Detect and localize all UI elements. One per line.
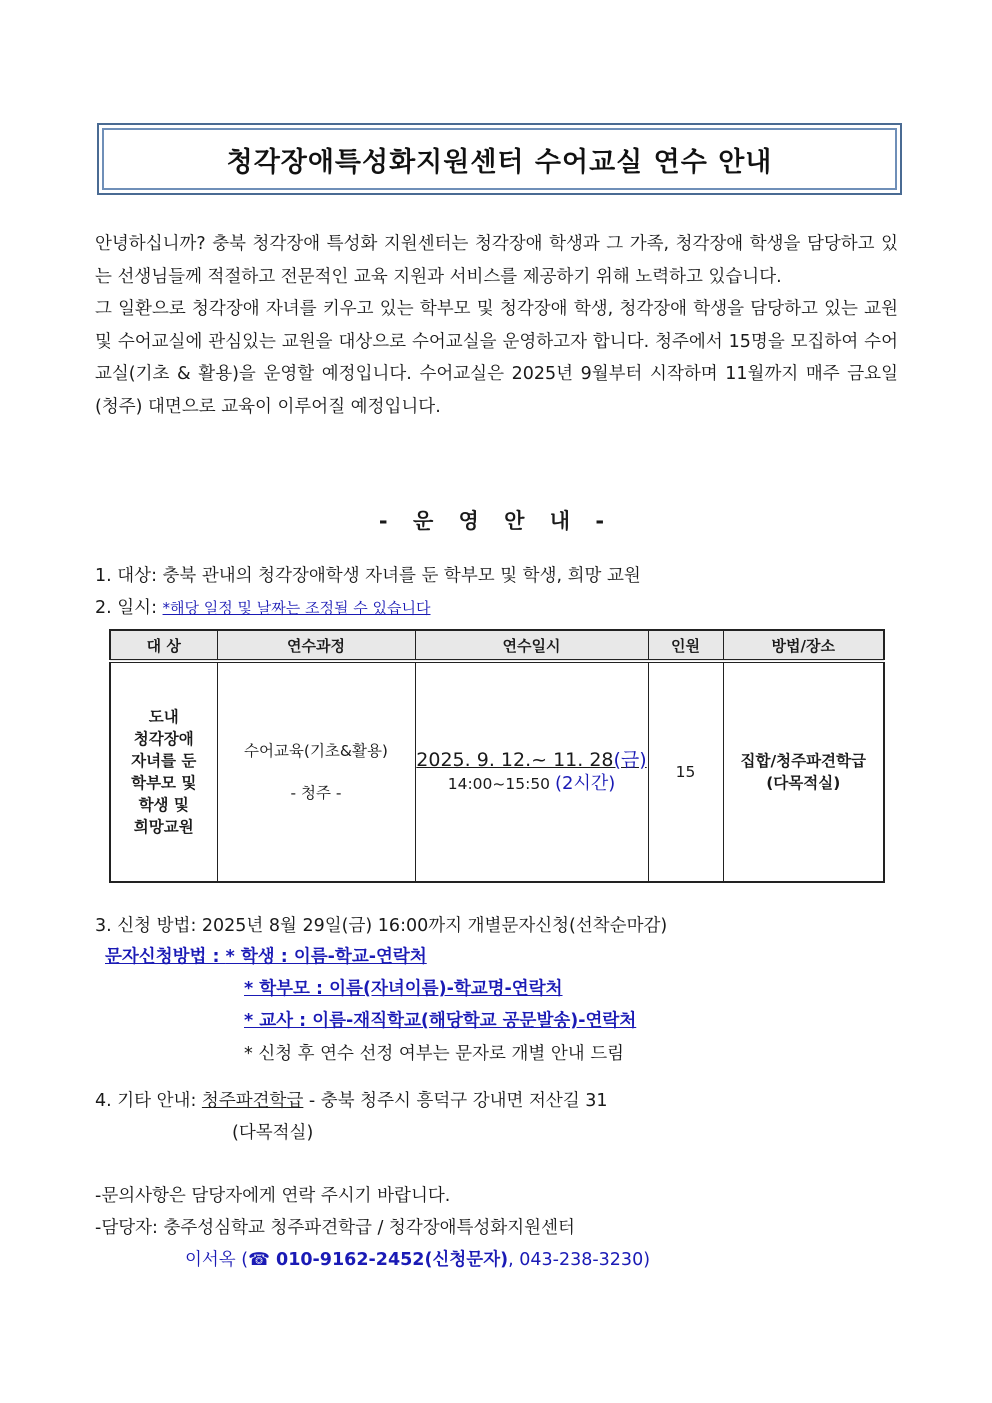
cell-target [110,661,217,882]
cell-count: 15 [648,661,723,882]
section-title: - 운 영 안 내 - [378,509,614,533]
target-line: 도내 [148,708,179,726]
contact-phone: 010-9162-2452(신청문자) [269,1250,509,1270]
other-address: - 충북 청주시 흥덕구 강내면 저산길 31 [303,1091,608,1111]
header-datetime: 연수일시 [415,630,648,661]
contact-inquiry: -문의사항은 담당자에게 연락 주시기 바랍니다. [95,1186,451,1206]
intro-paragraph-1: 안녕하십니까? 충북 청각장애 특성화 지원센터는 청각장애 학생과 그 가족, 청각장애 학생을 담당하고 있는 선생님들께 적절하고 전문적인 교육 지원과 서비스를 제공하기 위해 노력하고 있습니다. [95,234,898,287]
schedule-table [109,629,885,883]
place-line-1: 집합/청주파견학급 [740,752,866,770]
contact-phone-line [185,1246,650,1271]
contact-office: , 043-238-3230) [508,1250,651,1270]
method-notice: * 신청 후 연수 선정 여부는 문자로 개별 안내 드림 [244,1044,625,1064]
target-line: 학부모 및 [131,774,197,792]
place-line-2: (다목적실) [766,774,841,792]
time-range [416,772,648,796]
item-apply: 3. 신청 방법: 2025년 8월 29일(금) 16:00까지 개별문자신청(선착순마감) [95,916,668,936]
method-teacher: * 교사 : 이름-재직학교(해당학교 공문발송)-연락처 [244,1011,637,1031]
cell-course [217,661,415,882]
intro-paragraph-2: 그 일환으로 청각장애 자녀를 키우고 있는 학부모 및 청각장애 학생, 청각장애 학생을 담당하고 있는 교원 및 수어교실에 관심있는 교원을 대상으로 수어교실을 운영하고자 합니다. 청주에서 15명을 모집하여 수어교실(기초 & 활용)을 운영할 예정입니다. 수어교실은 2025년 9월부터 시작하며 11월까지 매주 금요일(청주) 대면으로 교육이 이루어질 예정입니다. [95,299,898,417]
date-range-text: 2025. 9. 12.~ 11. 28 [416,749,614,771]
table-header-row [110,630,884,661]
target-line: 자녀를 둔 [131,752,197,770]
date-range [416,748,648,772]
method-student [105,943,427,968]
course-region: - 청주 - [290,784,342,802]
phone-icon: ☎ [248,1250,270,1270]
other-room: (다목적실) [232,1123,314,1143]
header-course: 연수과정 [217,630,415,661]
target-line: 청각장애 [133,730,194,748]
contact-name: 이서옥 ( [185,1250,249,1270]
title-box [97,123,902,195]
method-label: 문자신청방법 : [105,947,220,967]
course-name: 수어교육(기초&활용) [244,742,388,760]
schedule-note: *해당 일정 및 날짜는 조정될 수 있습니다 [162,599,431,617]
method-parent: * 학부모 : 이름(자녀이름)-학교명-연락처 [244,979,563,999]
time-text: 14:00~15:50 [447,775,551,793]
target-line: 희망교원 [133,818,194,836]
header-count: 인원 [648,630,723,661]
header-place: 방법/장소 [723,630,884,661]
intro-text [95,228,898,423]
other-place: 청주파견학급 [201,1091,304,1111]
item-schedule [95,594,431,619]
item-other [95,1087,608,1112]
method-student-text: * 학생 : 이름-학교-연락처 [225,947,427,967]
date-day: (금) [613,749,647,771]
item-other-label: 4. 기타 안내: [95,1091,197,1111]
cell-place [723,661,884,882]
table-row [110,661,884,882]
duration-text: (2시간) [554,773,616,794]
item-target: 1. 대상: 충북 관내의 청각장애학생 자녀를 둔 학부모 및 학생, 희망 교원 [95,566,641,586]
cell-datetime [415,661,648,882]
contact-manager: -담당자: 충주성심학교 청주파견학급 / 청각장애특성화지원센터 [95,1218,575,1238]
item-schedule-label: 2. 일시: [95,598,157,618]
header-target: 대 상 [110,630,217,661]
page-title: 청각장애특성화지원센터 수어교실 연수 안내 [226,146,773,178]
target-line: 학생 및 [138,796,189,814]
